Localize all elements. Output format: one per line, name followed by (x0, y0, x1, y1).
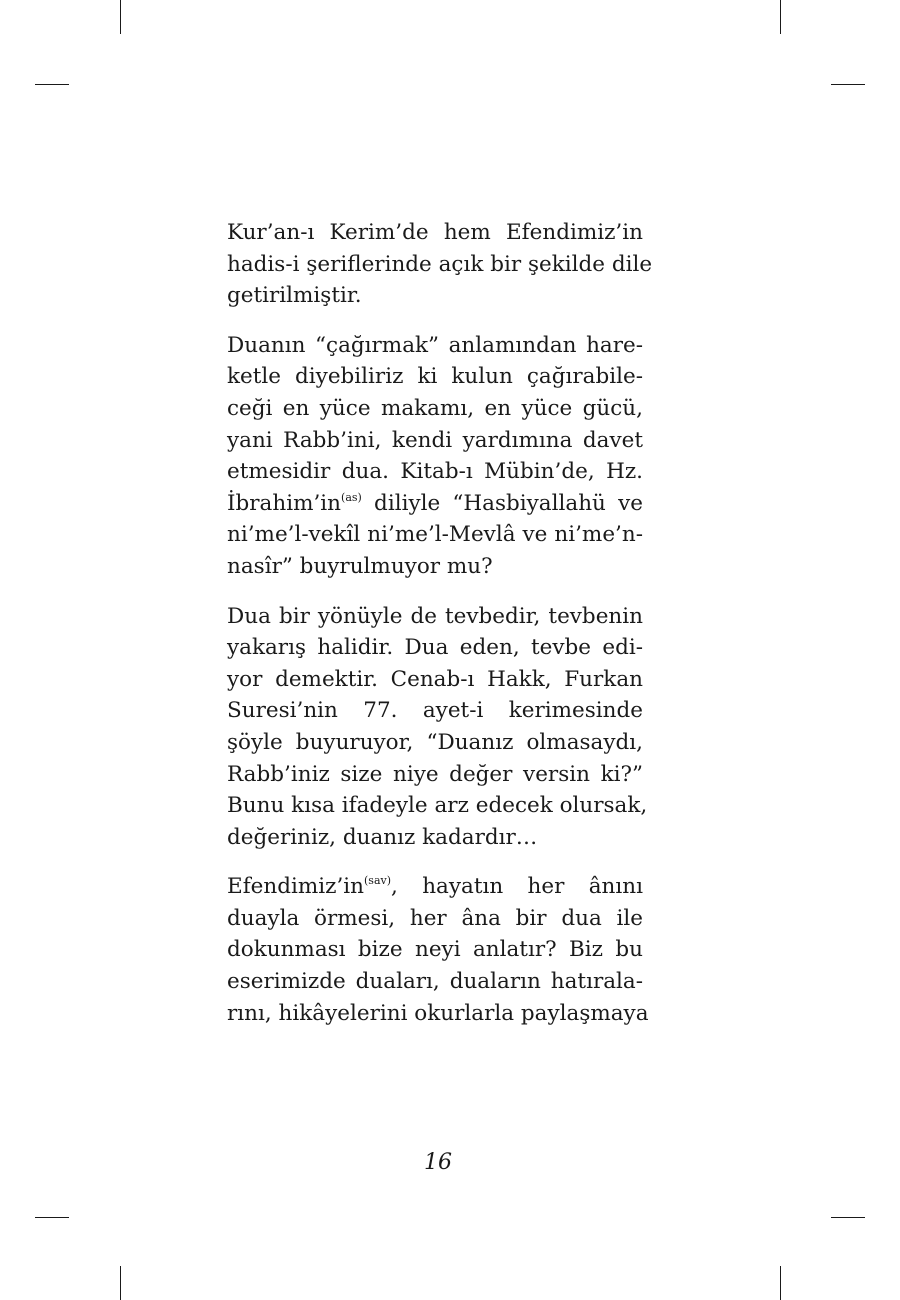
paragraph-1 (227, 217, 653, 312)
text-line: Rabb’iniz size niye değer versin ki?” (227, 761, 643, 787)
text-line: yani Rabb’ini, kendi yardımına davet (227, 427, 643, 453)
text-line: değeriniz, duanız kadardır… (227, 824, 538, 850)
page-number: 16 (424, 1150, 452, 1175)
paragraph-4 (227, 871, 649, 1029)
text-line: hadis-i şeriflerinde açık bir şekilde dile (227, 251, 653, 277)
text-line: Bunu kısa ifadeyle arz edecek olursak, (227, 793, 648, 819)
text-line: nasîr” buyrulmuyor mu? (227, 553, 493, 579)
text-fragment: diliyle “Hasbiyallahü ve (361, 490, 643, 516)
crop-mark-top-left-vertical (120, 0, 121, 34)
crop-mark-bottom-left-horizontal (35, 1217, 69, 1218)
crop-mark-top-right-vertical (780, 0, 781, 34)
text-fragment: İbrahim’in (227, 490, 342, 516)
text-line: yakarış halidir. Dua eden, tevbe edi- (227, 635, 643, 661)
crop-mark-bottom-right-vertical (780, 1266, 781, 1300)
text-line: ni’me’l-vekîl ni’me’l-Mevlâ ve ni’me’n- (227, 522, 643, 548)
text-line: ceği en yüce makamı, en yüce gücü, (227, 395, 643, 421)
text-line: getirilmiştir. (227, 283, 362, 309)
paragraph-2 (227, 330, 643, 583)
text-line-with-superscript (227, 488, 643, 520)
text-line: Dua bir yönüyle de tevbedir, tevbenin (227, 603, 643, 629)
paragraph-3 (227, 601, 648, 854)
crop-mark-top-left-horizontal (35, 84, 69, 85)
body-text (227, 217, 653, 1047)
text-line: duayla örmesi, her âna bir dua ile (227, 905, 643, 931)
honorific-superscript: (as) (341, 490, 362, 504)
crop-mark-top-right-horizontal (831, 84, 865, 85)
crop-mark-bottom-right-horizontal (831, 1217, 865, 1218)
text-line: etmesidir dua. Kitab-ı Mübin’de, Hz. (227, 459, 643, 485)
text-line: rını, hikâyelerini okurlarla paylaşmaya (227, 1000, 649, 1026)
text-line: şöyle buyuruyor, “Duanız olmasaydı, (227, 729, 643, 755)
text-line: dokunması bize neyi anlatır? Biz bu (227, 937, 643, 963)
text-line: Suresi’nin 77. ayet-i kerimesinde (227, 698, 643, 724)
text-fragment: Efendimiz’in (227, 874, 365, 900)
text-line: eserimizde duaları, duaların hatırala- (227, 969, 643, 995)
honorific-superscript: (sav) (364, 874, 392, 888)
text-line-with-superscript (227, 871, 643, 903)
text-line: yor demektir. Cenab-ı Hakk, Furkan (227, 666, 643, 692)
crop-mark-bottom-left-vertical (120, 1266, 121, 1300)
text-fragment: , hayatın her ânını (391, 874, 643, 900)
text-line: Duanın “çağırmak” anlamından hare- (227, 332, 643, 358)
text-line: ketle diyebiliriz ki kulun çağırabile- (227, 364, 643, 390)
text-line: Kur’an-ı Kerim’de hem Efendimiz’in (227, 220, 643, 245)
